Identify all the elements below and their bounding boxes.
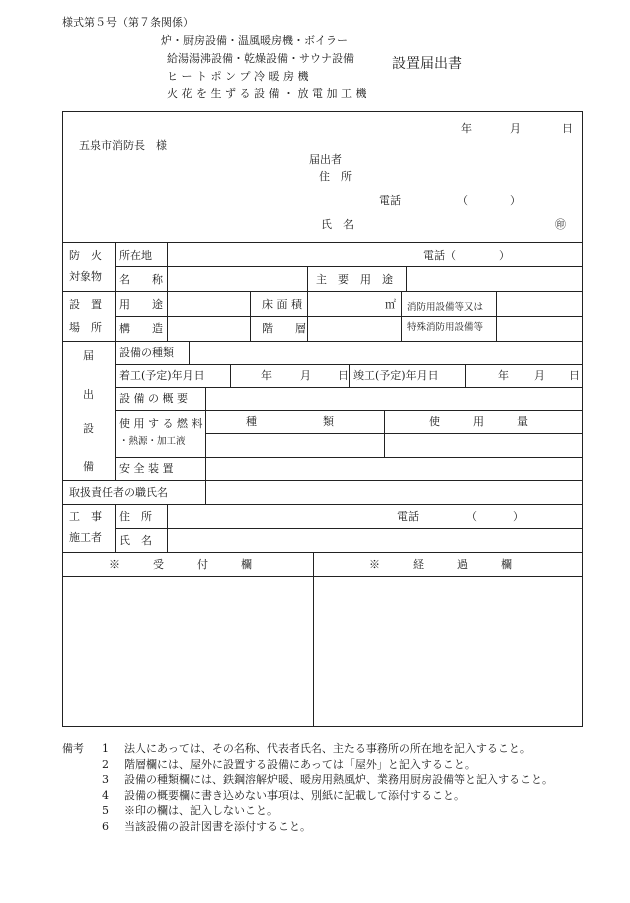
notifier-phone-close: ） — [510, 194, 521, 207]
fuel-label-1: 使 用 す る 燃 料 — [119, 417, 203, 430]
notes-label: 備考 — [62, 742, 84, 755]
note-text: 設備の種類欄には、鉄鋼溶解炉暖、暖房用熱風炉、業務用厨房設備等と記入すること。 — [124, 773, 553, 786]
notifier-label: 届出者 — [309, 153, 342, 166]
equipment-outline-label: 設 備 の 概 要 — [119, 392, 188, 405]
notifier-name-label: 氏 名 — [321, 218, 354, 231]
equipment-type-1: 炉・厨房設備・温風暖房機・ボイラー — [161, 34, 348, 47]
note-text: 設備の概要欄に書き込めない事項は、別紙に記載して添付すること。 — [124, 788, 465, 802]
date-day: 日 — [562, 122, 573, 135]
start-date-label: 着工(予定)年月日 — [119, 369, 205, 382]
manager-label: 取扱責任者の職氏名 — [69, 486, 168, 499]
floor-area-label: 床 面 積 — [262, 298, 302, 311]
start-month: 月 — [300, 369, 311, 382]
contractor-label-2: 施工者 — [69, 531, 102, 544]
place-label-1: 設 置 — [69, 298, 102, 311]
contractor-phone-close: ） — [513, 510, 524, 523]
equipment-side-label-4: 備 — [83, 460, 94, 473]
form-number: 様式第５号（第７条関係） — [62, 16, 194, 29]
date-month: 月 — [510, 122, 521, 135]
note-text: 法人にあっては、その名称、代表者氏名、主たる事務所の所在地を記入すること。 — [124, 742, 531, 755]
fire-target-label-2: 対象物 — [69, 270, 102, 283]
notifier-phone-open: （ — [457, 194, 468, 207]
finish-month: 月 — [534, 369, 545, 382]
contractor-phone-open: （ — [466, 510, 477, 523]
fuel-amount-header: 使 用 量 — [429, 415, 528, 428]
fuel-type-header: 種 類 — [246, 415, 334, 428]
equipment-kind-label: 設備の種類 — [119, 346, 174, 359]
start-day: 日 — [338, 369, 349, 382]
notes-section — [62, 741, 553, 834]
reception-column-header: ※ 受 付 欄 — [109, 558, 252, 571]
fire-phone-close: ） — [499, 249, 510, 262]
location-label: 所在地 — [119, 249, 152, 262]
notification-form — [62, 111, 583, 727]
notifier-address-label: 住 所 — [319, 170, 352, 183]
start-year: 年 — [261, 369, 272, 382]
safety-device-label: 安 全 装 置 — [119, 462, 174, 475]
progress-column-header: ※ 経 過 欄 — [369, 558, 512, 571]
contractor-label-1: 工 事 — [69, 510, 102, 523]
page-title: 設置届出書 — [392, 56, 462, 72]
note-text: 階層欄には、屋外に設置する設備にあっては「屋外」と記入すること。 — [124, 757, 476, 771]
structure-label: 構 造 — [119, 322, 163, 335]
equipment-side-label-2: 出 — [83, 388, 94, 401]
place-label-2: 場 所 — [69, 321, 102, 334]
equipment-type-3: ヒ ー ト ポ ン プ 冷 暖 房 機 — [167, 70, 309, 83]
note-number: 5 — [102, 804, 109, 817]
addressee: 五泉市消防長 様 — [79, 139, 167, 152]
note-number: 2 — [102, 757, 109, 771]
seal-icon: ㊞ — [555, 218, 566, 231]
floor-area-unit: ㎡ — [385, 298, 396, 311]
contractor-name-label: 氏 名 — [119, 534, 152, 547]
facility-name-label: 名 称 — [119, 273, 163, 286]
fire-equipment-label-2: 特殊消防用設備等 — [407, 322, 484, 333]
finish-day: 日 — [569, 369, 580, 382]
notifier-phone-label: 電話 — [379, 194, 401, 207]
contractor-address-label: 住 所 — [119, 510, 152, 523]
equipment-side-label-3: 設 — [83, 422, 94, 435]
place-use-label: 用 途 — [119, 298, 163, 311]
finish-date-label: 竣工(予定)年月日 — [353, 369, 439, 382]
note-number: 3 — [102, 773, 109, 786]
note-number: 1 — [102, 742, 109, 755]
finish-year: 年 — [498, 369, 509, 382]
fire-target-label-1: 防 火 — [69, 249, 102, 262]
fire-equipment-label-1: 消防用設備等又は — [407, 302, 484, 313]
note-text: ※印の欄は、記入しないこと。 — [124, 804, 278, 817]
date-year: 年 — [461, 122, 472, 135]
equipment-type-4: 火 花 を 生 ず る 設 備 ・ 放 電 加 工 機 — [167, 87, 367, 100]
note-text: 当該設備の設計図書を添付すること。 — [124, 819, 311, 833]
note-number: 4 — [102, 788, 109, 802]
note-number: 6 — [102, 819, 109, 833]
fire-phone-label: 電話（ — [423, 249, 456, 262]
equipment-type-2: 給湯湯沸設備・乾燥設備・サウナ設備 — [167, 52, 354, 65]
fuel-label-2: ・熱源・加工液 — [119, 436, 186, 447]
contractor-phone-label: 電話 — [397, 510, 419, 523]
floors-label: 階 層 — [262, 322, 306, 335]
equipment-side-label-1: 届 — [83, 349, 94, 362]
main-usage-label: 主 要 用 途 — [316, 273, 393, 286]
